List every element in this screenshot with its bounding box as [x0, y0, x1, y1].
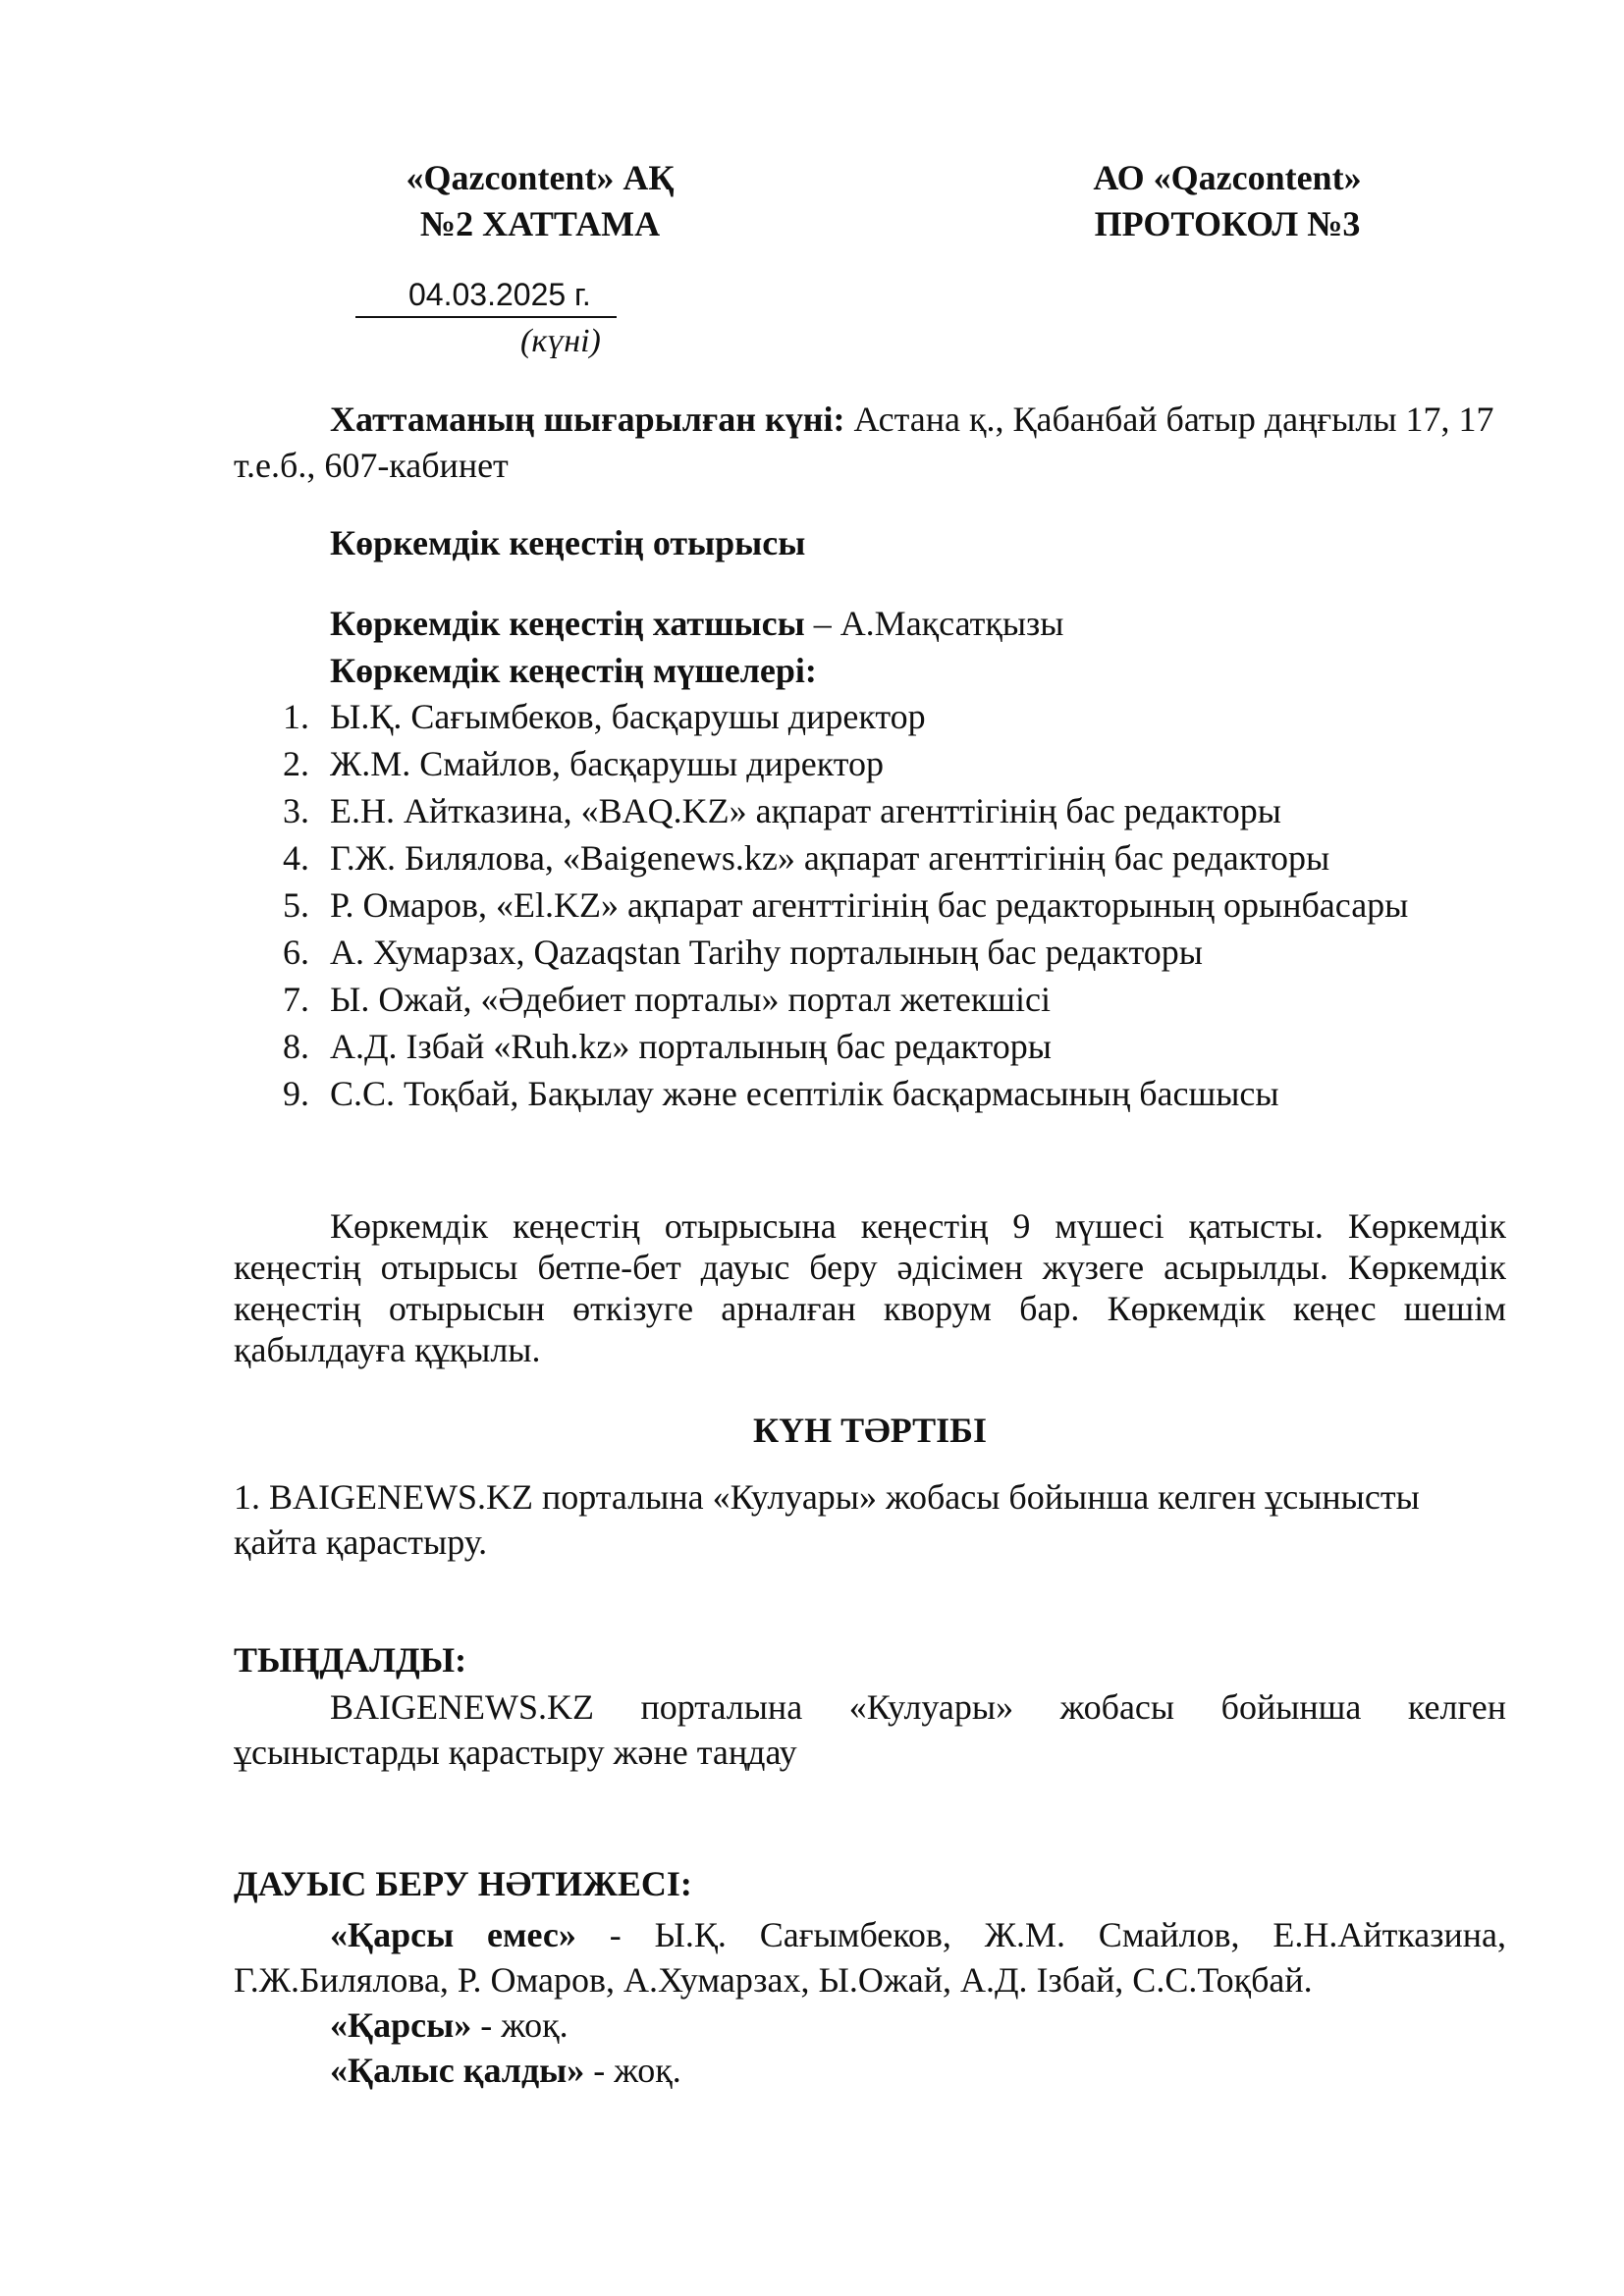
date-value: 04.03.2025 г. — [355, 275, 617, 318]
vote-against-line — [234, 2002, 1506, 2048]
header-left-protocol: №2 ХАТТАМА — [419, 203, 661, 243]
quorum-line4: қабылдауға құқылы. — [234, 1330, 541, 1369]
vote-against-value: - жоқ. — [471, 2005, 568, 2045]
meeting-title: Көркемдік кеңестің отырысы — [330, 523, 806, 562]
heard-text — [234, 1684, 1506, 1775]
quorum-line3: кеңестің отырысын өткізуге арналған кворум бар. Көркемдік кеңес шешім — [234, 1289, 1506, 1328]
secretary-line — [330, 601, 1063, 647]
vote-results — [234, 1912, 1506, 2093]
secretary-name: – А.Мақсатқызы — [804, 604, 1064, 643]
vote-heading: ДАУЫС БЕРУ НӘТИЖЕСІ: — [234, 1864, 692, 1903]
header-left — [334, 155, 746, 247]
agenda-line1: 1. BAIGENEWS.KZ порталына «Кулуары» жобасы бойынша келген ұсынысты — [234, 1477, 1420, 1517]
protocol-date — [355, 275, 617, 318]
vote-abstain-label: «Қалыс қалды» — [330, 2051, 585, 2090]
date-caption — [520, 320, 601, 363]
place-line2: т.е.б., 607-кабинет — [234, 445, 509, 485]
agenda-heading: КҮН ТӘРТІБІ — [753, 1411, 987, 1450]
members-heading: Көркемдік кеңестің мүшелері: — [330, 651, 817, 690]
vote-against-label: «Қарсы» — [330, 2005, 472, 2045]
header-right-protocol: ПРОТОКОЛ №3 — [1094, 203, 1361, 243]
secretary-label: Көркемдік кеңестің хатшысы — [330, 604, 805, 643]
agenda-line2: қайта қарастыру. — [234, 1522, 488, 1562]
header-right — [1021, 155, 1434, 247]
vote-abstain-line — [234, 2048, 1506, 2093]
vote-abstain-value: - жоқ. — [584, 2051, 681, 2090]
vote-for-line1 — [234, 1912, 1506, 1957]
date-caption-text: (күні) — [520, 323, 601, 359]
heard-line1: BAIGENEWS.KZ порталына «Кулуары» жобасы бойынша келген — [330, 1687, 1506, 1727]
header-left-company: «Qazcontent» АҚ — [406, 158, 675, 197]
quorum-paragraph — [234, 1205, 1506, 1370]
header-right-company: АО «Qazcontent» — [1093, 158, 1362, 197]
document-page: «Qazcontent» АҚ №2 ХАТТАМА АО «Qazcontent» ПРОТОКОЛ №3 04.03.2025 г. (күні) Хаттаманың шығарылған күні: Астана қ., Қабанбай батыр даңғылы 17, 17 т.е.б., 607-кабинет Көркемдік кеңестің отырысы Көркемдік кеңестің хатшысы – А.Мақсатқызы Көркемдік кеңестің мүшелері: 1. Ы.Қ. Сағымбеков, басқарушы директор 2. Ж.М. Смайлов, басқарушы директор 3. Е.Н. Айтказина, «BAQ.KZ» ақпарат агенттігінің бас редакторы 4. Г.Ж. Билялова, «Baigenews.kz» ақпарат агенттігінің бас редакторы 5. Р. Омаров, «El.KZ» ақпарат агенттігінің бас редакторының орынбасары 6. А. Хумарзах, Qazaqstan Tarihy порталының бас редакторы 7. Ы. Ожай, «Әдебиет порталы» портал жетекшісі 8. А.Д. Ізбай «Ruh.kz» порталының бас редакторы 9. С.С. Тоқбай, Бақылау және есептілік басқармасының басшысы Көркемдік кеңестің отырысына кеңестің 9 мүшесі қатысты. Көркемдік кеңестің отырысы бетпе-бет дауыс беру әдісімен жүзеге асырылды. Көркемдік кеңестің отырысын өткізуге арналған кворум бар. Көркемдік кеңес шешім қабылдауға құқылы. КҮН ТӘРТІБІ 1. BAIGENEWS.KZ порталына «Кулуары» жобасы бойынша келген ұсынысты қайта қарастыру. ТЫҢДАЛДЫ: BAIGENEWS.KZ порталына «Кулуары» жобасы бойынша келген ұсыныстарды қарастыру және таңдау ДАУЫС БЕРУ НӘТИЖЕСІ: «Қарсы емес» - Ы.Қ. Сағымбеков, Ж.М. Смайлов, Е.Н.Айтказина, Г.Ж.Билялова, Р. Омаров, А.Хумарзах, Ы.Ожай, А.Д. Ізбай, С.С.Тоқбай. «Қарсы» - жоқ. «Қалыс қалды» - жоқ. — [0, 0, 1624, 2296]
vote-for-names: - Ы.Қ. Сағымбеков, Ж.М. Смайлов, Е.Н.Айтказина, — [575, 1915, 1507, 1954]
heard-heading: ТЫҢДАЛДЫ: — [234, 1640, 467, 1680]
place-line1 — [234, 397, 1510, 443]
quorum-line2: кеңестің отырысы бетпе-бет дауыс беру әдісімен жүзеге асырылды. Көркемдік — [234, 1248, 1506, 1287]
vote-for-label: «Қарсы емес» — [330, 1915, 576, 1954]
agenda-item — [234, 1474, 1506, 1565]
place-address: Астана қ., Қабанбай батыр даңғылы 17, 17 — [844, 400, 1494, 439]
place-label: Хаттаманың шығарылған күні: — [330, 400, 845, 439]
heard-line2: ұсыныстарды қарастыру және таңдау — [234, 1733, 797, 1772]
place-block — [234, 397, 1510, 489]
quorum-line1: Көркемдік кеңестің отырысына кеңестің 9 мүшесі қатысты. Көркемдік — [330, 1206, 1506, 1246]
vote-for-line2: Г.Ж.Билялова, Р. Омаров, А.Хумарзах, Ы.Ожай, А.Д. Ізбай, С.С.Тоқбай. — [234, 1960, 1313, 2000]
